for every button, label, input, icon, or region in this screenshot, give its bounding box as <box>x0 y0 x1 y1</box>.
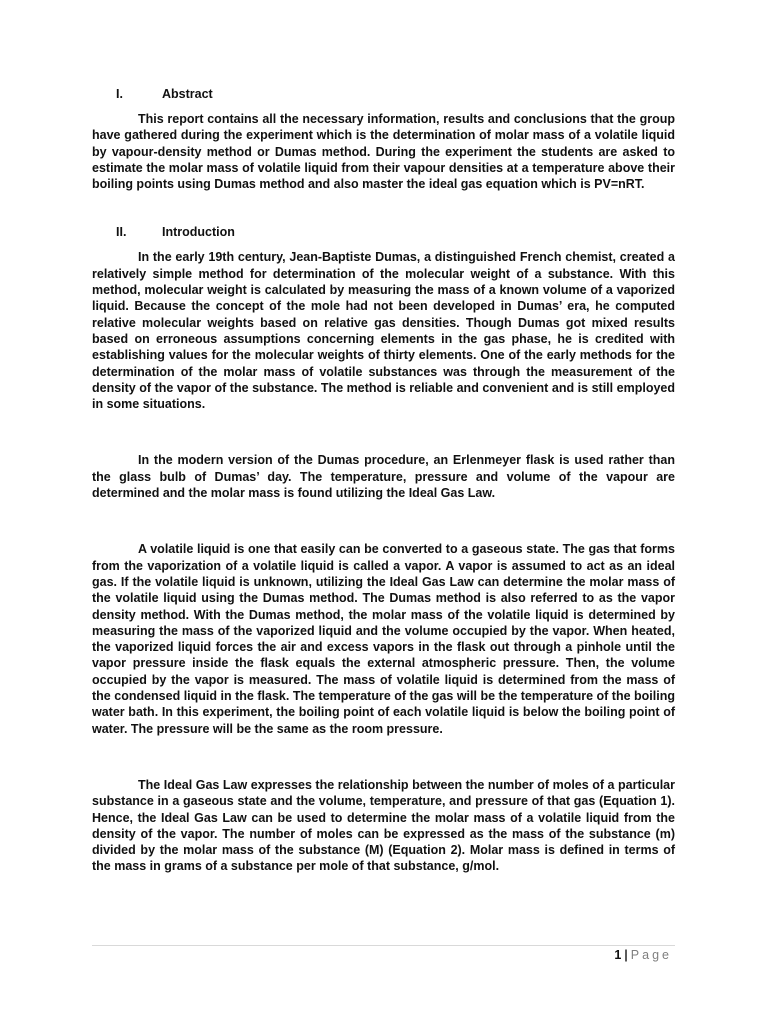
abstract-paragraph: This report contains all the necessary information, results and conclusions that the group have gathered during the experiment which is the determination of molar mass of a volatile liquid by vapour-density method or Dumas method. During the experiment the students are asked to estimate the molar mass of volatile liquid from their vapour densities at a temperature above their boiling points using Dumas method and also master the ideal gas equation which is PV=nRT. <box>92 112 675 192</box>
introduction-paragraph: The Ideal Gas Law expresses the relationship between the number of moles of a particular substance in a gaseous state and the volume, temperature, and pressure of that gas (Equation 1). Hence, the Ideal Gas Law can be used to determine the molar mass of a volatile liquid from the density of the vapor. The number of moles can be expressed as the mass of the substance (m) divided by the molar mass of the substance (M) (Equation 2). Molar mass is defined in terms of the mass in grams of a substance per mole of that substance, g/mol. <box>92 777 675 874</box>
footer-divider <box>92 945 675 946</box>
page-number: 1 <box>614 948 622 962</box>
introduction-paragraph: In the modern version of the Dumas procedure, an Erlenmeyer flask is used rather than the glass bulb of Dumas’ day. The temperature, pressure and volume of the vapour are determined and the molar mass is found utilizing the Ideal Gas Law. <box>92 453 675 501</box>
section-title: Introduction <box>162 225 235 240</box>
page-label: Page <box>630 948 672 962</box>
document-body <box>92 86 675 875</box>
section-number: II. <box>116 225 127 240</box>
section-title: Abstract <box>162 87 213 101</box>
page-footer <box>614 947 672 963</box>
introduction-paragraph: In the early 19th century, Jean-Baptiste Dumas, a distinguished French chemist, created a relatively simple method for determination of the molecular weight of a substance. With this method, molecular weight is calculated by measuring the mass of a known volume of a vaporized liquid. Because the concept of the mole had not been developed in Dumas’ era, he computed relative molecular weights based on relative gas densities. Though Dumas got mixed results based on erroneous assumptions concerning elements in the gas phase, he is credited with establishing values for the molecular weights of thirty elements. One of the early methods for the determination of the molar mass of volatile substances was through the measurement of the density of the vapor of the substance. The method is reliable and convenient and is still employed in some situations. <box>92 250 675 412</box>
introduction-heading <box>92 224 675 241</box>
section-number: I. <box>116 87 123 101</box>
introduction-paragraph: A volatile liquid is one that easily can be converted to a gaseous state. The gas that forms from the vaporization of a volatile liquid is called a vapor. A vapor is assumed to act as an ideal gas. If the volatile liquid is unknown, utilizing the Ideal Gas Law can determine the molar mass of the volatile liquid using the Dumas method. The Dumas method is also referred to as the vapor density method. With the Dumas method, the molar mass of the volatile liquid is determined by measuring the mass of the vaporized liquid and the volume occupied by the vapor. When heated, the vaporized liquid forces the air and excess vapors in the flask out through a pinhole until the vapor pressure inside the flask equals the external atmospheric pressure. Then, the volume occupied by the vapor is measured. The mass of volatile liquid is determined from the mass of the condensed liquid in the flask. The temperature of the gas will be the temperature of the boiling water bath. In this experiment, the boiling point of each volatile liquid is below the boiling point of water. The pressure will be the same as the room pressure. <box>92 542 675 736</box>
footer-separator: | <box>624 948 628 962</box>
abstract-heading <box>92 86 675 103</box>
